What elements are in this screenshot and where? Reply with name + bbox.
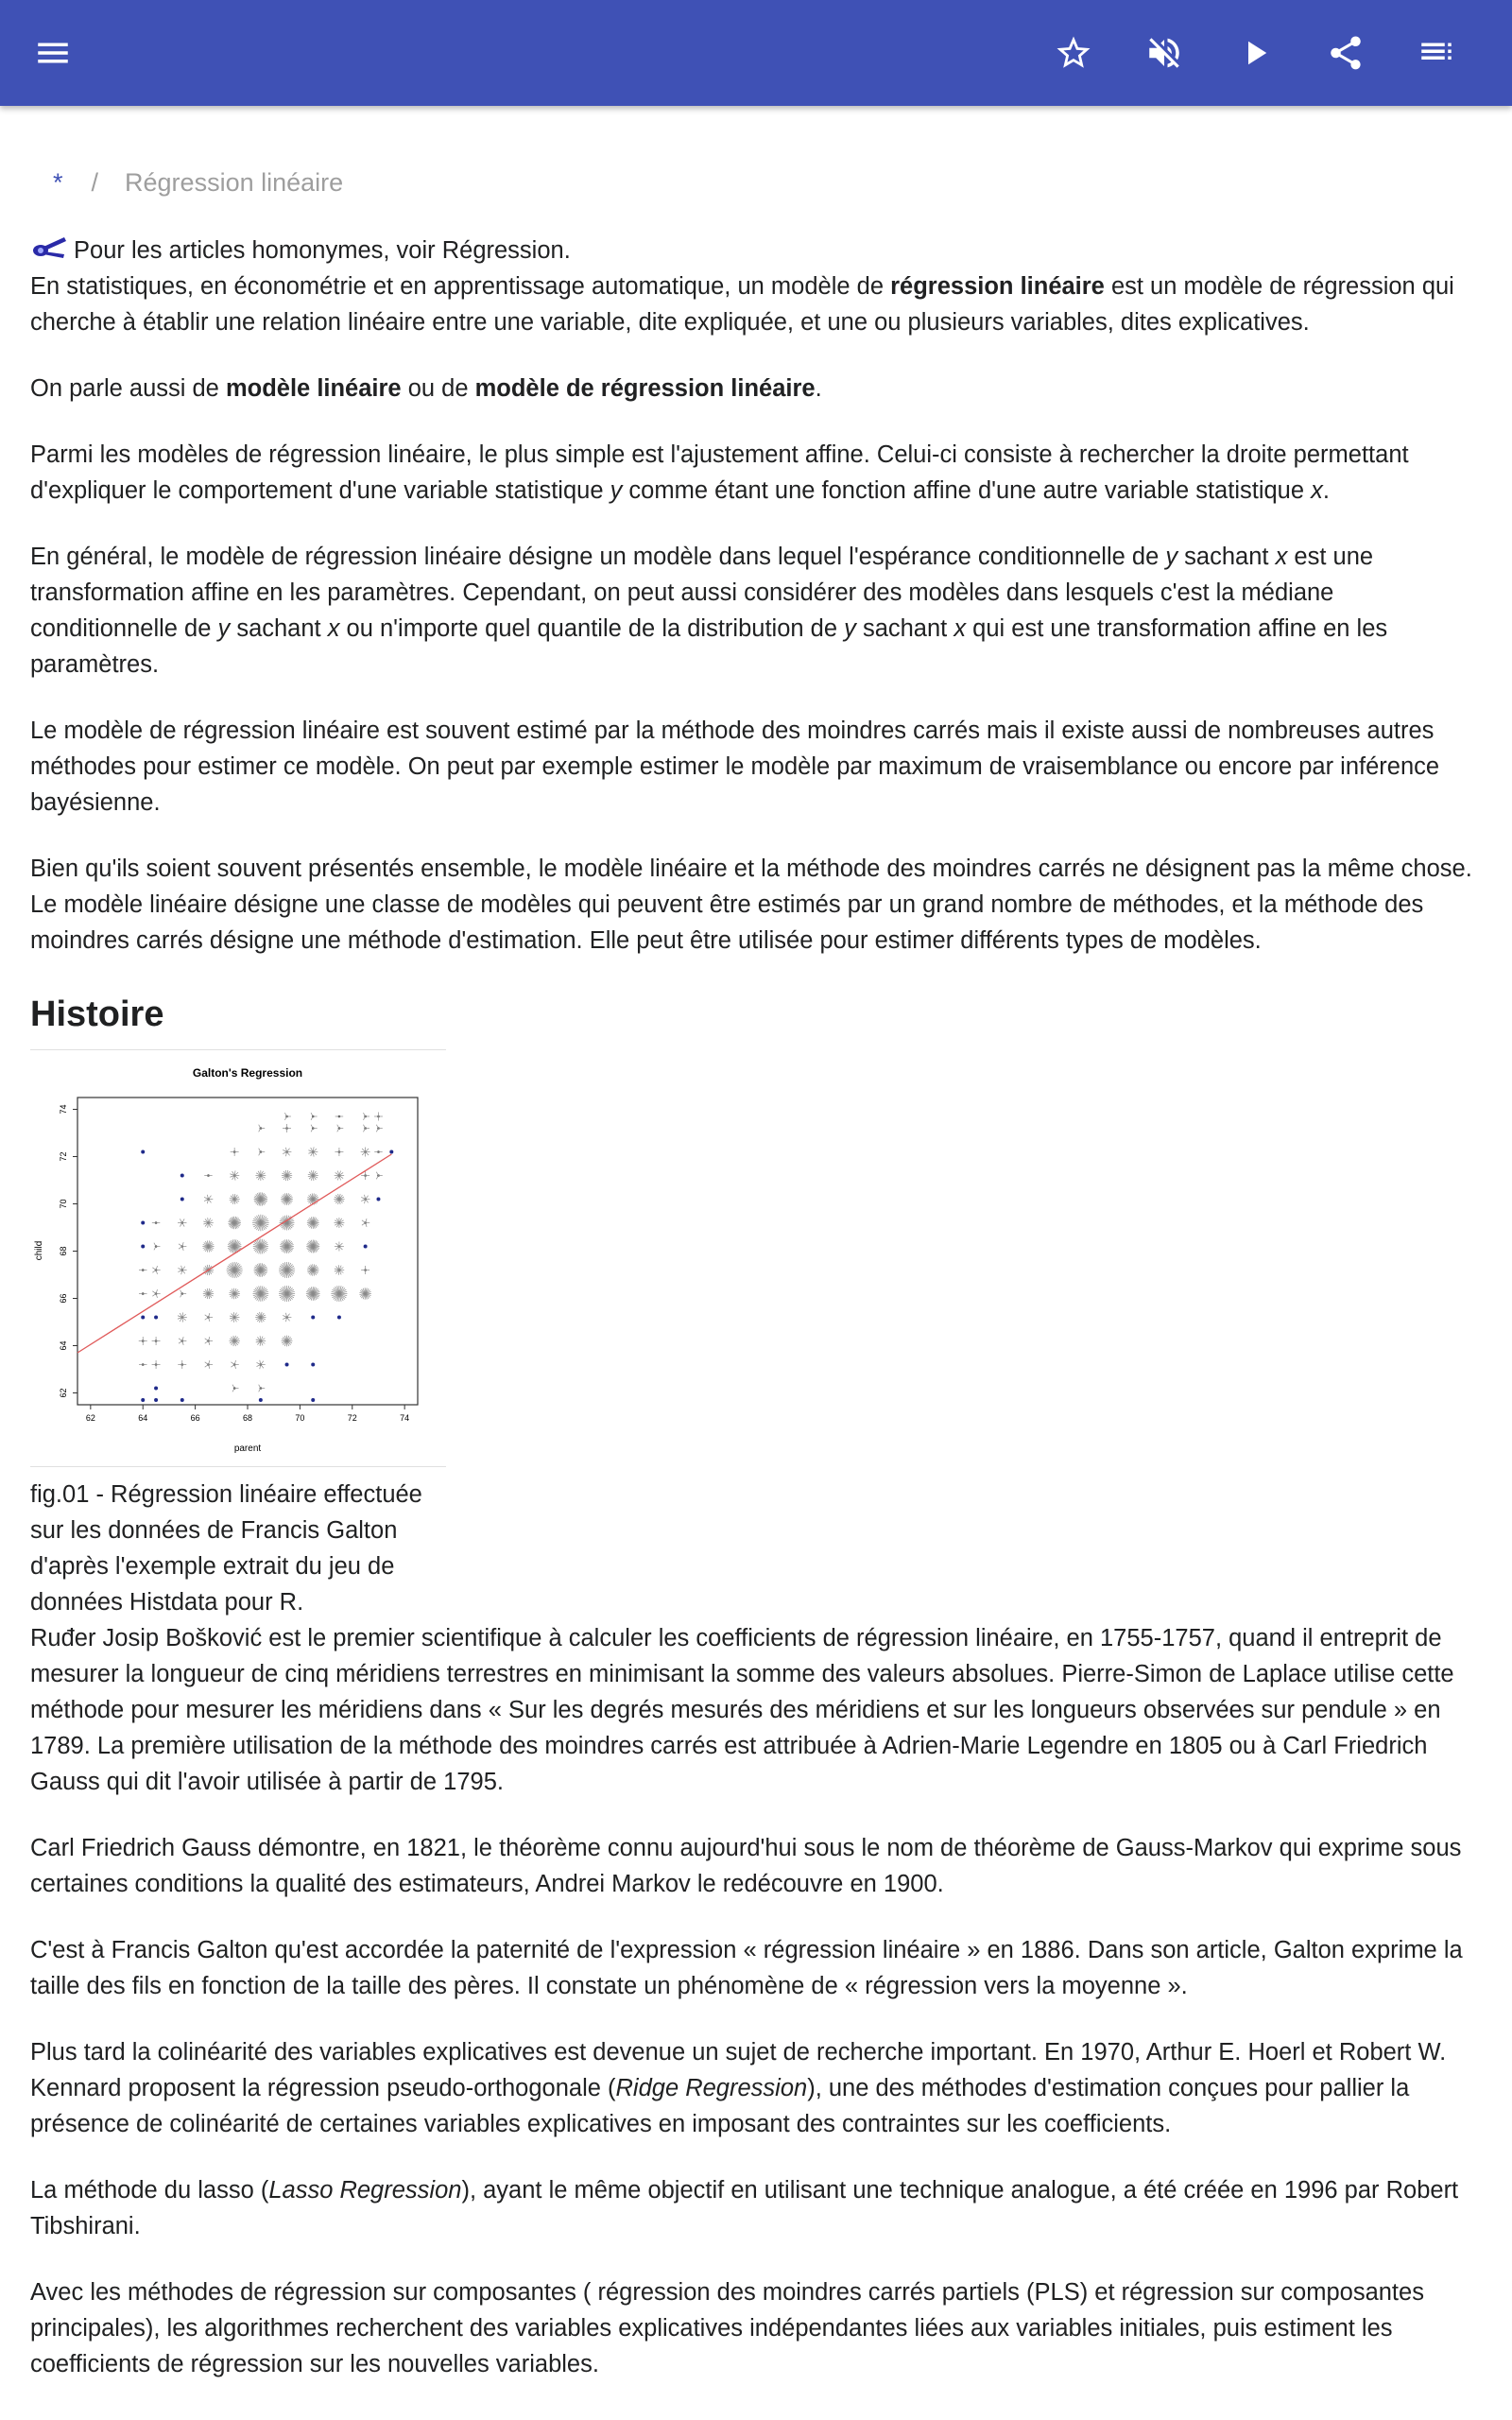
sunflower-point (254, 1192, 267, 1205)
text-run: ), ayant le même objectif en utilisant une technique analogue, a été créée en 1996 par Robert Tibshirani. (30, 2177, 1459, 2239)
text-run: ou n'importe quel quantile de la distribution de (339, 615, 845, 642)
intro-paragraph-4 (30, 539, 1482, 683)
sunflower-point (334, 1218, 344, 1228)
sunflower-point (152, 1221, 160, 1224)
sunflower-point (363, 1125, 369, 1132)
x-axis-label: parent (233, 1443, 262, 1454)
app-bar (0, 0, 1512, 106)
sunflower-point (389, 1150, 393, 1154)
sunflower-point (139, 1337, 147, 1345)
play-icon (1235, 33, 1275, 73)
term-modele-regression-lineaire: modèle de régression linéaire (474, 375, 816, 402)
text-run: sachant (230, 615, 328, 642)
history-paragraph-2: Carl Friedrich Gauss démontre, en 1821, le théorème connu aujourd'hui sous le nom de théorème de Gauss-Markov qui exprime sous certaines conditions la qualité des estimateurs, Andrei Markov le redécouvre en 1900. (30, 1835, 1462, 1897)
sunflower-point (154, 1387, 158, 1391)
term-lasso-regression: Lasso Regression (268, 2177, 462, 2204)
sunflower-point (230, 1170, 239, 1180)
term-modele-lineaire: modèle linéaire (225, 375, 402, 402)
x-tick-label: 66 (190, 1413, 200, 1423)
sunflower-point (282, 1336, 293, 1347)
y-tick-label: 66 (59, 1293, 68, 1304)
sunflower-point (180, 1174, 184, 1178)
sunflower-point (361, 1266, 369, 1274)
sunflower-point (279, 1286, 295, 1302)
hatnote-text[interactable]: Pour les articles homonymes, voir Régression. (74, 237, 571, 264)
sunflower-point (282, 1170, 292, 1181)
y-tick-label: 68 (59, 1246, 68, 1256)
text-run: Plus tard la colinéarité des variables explicatives est devenue un sujet de recherche important. En 1970, Arthur E. Hoerl et Robert W. Kennard proposent la régression pseudo-orthogonale ( (30, 2039, 1447, 2101)
math-var: y (610, 477, 623, 504)
sunflower-point (178, 1266, 186, 1274)
text-run: ), une des méthodes d'estimation conçues pour pallier la présence de colinéarité de certaines variables explicatives en imposant des contraintes sur les coefficients. (30, 2075, 1410, 2137)
sunflower-point (154, 1243, 161, 1251)
text-run: est un modèle de régression qui cherche à établir une relation linéaire entre une variable, dite expliquée, et une ou plusieurs variables, dites explicatives. (30, 273, 1454, 336)
term-regression-lineaire: régression linéaire (890, 273, 1105, 300)
sunflower-point (230, 1194, 240, 1204)
sunflower-point (203, 1218, 213, 1228)
history-paragraph-6: Avec les méthodes de régression sur composantes ( régression des moindres carrés partiels (PLS) et régression sur composantes principales), les algorithmes recherchent des variables explicatives indépendantes liées aux variables initiales, puis estiment les coefficients de régression sur les nouvelles variables. (30, 2279, 1424, 2377)
math-var: y (844, 615, 856, 642)
sunflower-point (141, 1398, 145, 1402)
sunflower-point (228, 1217, 240, 1229)
sunflower-point (279, 1262, 295, 1278)
article-content (30, 106, 1482, 2412)
chart-title: Galton's Regression (192, 1066, 303, 1080)
sunflower-point (376, 1125, 383, 1132)
sunflower-point (335, 1148, 343, 1156)
sunflower-point (308, 1170, 318, 1181)
sunflower-point (285, 1363, 289, 1367)
table-of-contents-button[interactable] (1410, 26, 1463, 79)
text-run: est une transformation affine en les paramètres. Cependant, on peut aussi considérer des modèles dans lesquels c'est la médiane conditionnelle de (30, 544, 1374, 642)
sunflower-point (180, 1290, 187, 1298)
sunflower-point (179, 1242, 186, 1251)
sunflower-point (334, 1194, 344, 1204)
sunflower-point (152, 1360, 161, 1369)
sunflower-point (361, 1148, 370, 1157)
section-heading-histoire: Histoire (30, 994, 164, 1034)
sunflower-point (376, 1198, 380, 1201)
sunflower-point (335, 1265, 344, 1275)
intro-paragraph-1 (30, 268, 1482, 340)
sunflower-point (337, 1316, 341, 1320)
sunflower-point (229, 1336, 239, 1346)
text-run: sachant (855, 615, 954, 642)
y-tick-label: 70 (59, 1199, 68, 1209)
text-run: . (815, 375, 822, 402)
sunflower-point (335, 1171, 344, 1181)
sunflower-point (229, 1288, 239, 1300)
sunflower-point (205, 1360, 213, 1369)
play-button[interactable] (1228, 26, 1281, 79)
sunflower-point (152, 1337, 161, 1345)
text-run: comme étant une fonction affine d'une autre variable statistique (622, 477, 1312, 504)
sunflower-point (231, 1360, 238, 1369)
sunflower-point (362, 1219, 369, 1227)
star-outline-icon (1054, 33, 1093, 73)
x-axis (86, 1405, 409, 1423)
sunflower-point (256, 1360, 265, 1369)
sunflower-point (180, 1398, 184, 1402)
sunflower-point (253, 1263, 267, 1277)
math-var: x (327, 615, 340, 642)
x-tick-label: 68 (242, 1413, 253, 1423)
x-tick-label: 64 (138, 1413, 148, 1423)
breadcrumb (30, 168, 1482, 206)
x-tick-label: 72 (347, 1413, 357, 1423)
sunflower-point (335, 1242, 344, 1252)
intro-paragraph-5: Le modèle de régression linéaire est souvent estimé par la méthode des moindres carrés mais il existe aussi de nombreuses autres méthodes pour estimer ce modèle. On peut par exemple estimer le modèle par maximum de vraisemblance ou encore par inférence bayésienne. (30, 717, 1440, 816)
figure-galton (30, 1049, 446, 1620)
text-run: En statistiques, en économétrie et en apprentissage automatique, un modèle de (30, 273, 891, 300)
history-paragraph-1: Ruđer Josip Bošković est le premier scientifique à calculer les coefficients de régression linéaire, en 1755-1757, quand il entreprit de mesurer la longueur de cinq méridiens terrestres en minimisant la somme des valeurs absolues. Pierre-Simon de Laplace utilise cette méthode pour mesurer les méridiens dans « Sur les degrés mesurés des méridiens et sur les longueurs observées sur pendule » en 1789. La première utilisation de la méthode des moindres carrés est attribuée à Adrien-Marie Legendre en 1805 ou à Carl Friedrich Gauss qui dit l'avoir utilisée à partir de 1795. (30, 1625, 1454, 1795)
sunflower-point (154, 1316, 158, 1320)
share-icon (1326, 33, 1366, 73)
sunflower-point (311, 1398, 315, 1402)
sunflower-point (311, 1125, 318, 1132)
sunflower-point (284, 1113, 291, 1120)
sunflower-point (180, 1198, 184, 1201)
disambiguation-icon (30, 233, 68, 262)
plot-frame (77, 1098, 418, 1405)
sunflower-point (280, 1239, 294, 1253)
sunflower-point (307, 1264, 318, 1276)
sunflower-point (359, 1288, 370, 1300)
y-tick-label: 72 (59, 1151, 68, 1162)
sunflower-point (253, 1286, 269, 1302)
galton-regression-chart (30, 1050, 446, 1466)
sunflower-point (331, 1286, 347, 1302)
text-run: ou de (401, 375, 475, 402)
sunflower-point (311, 1113, 318, 1120)
sunflower-point (230, 1312, 239, 1322)
sunflower-point (307, 1217, 319, 1229)
sunflower-point (139, 1292, 146, 1295)
sunflower-point (306, 1287, 320, 1301)
sunflower-point (308, 1147, 318, 1156)
sunflower-point (205, 1337, 213, 1345)
text-run: qui est une transformation affine en les paramètres. (30, 615, 1388, 678)
text-run: . (1322, 477, 1330, 504)
sunflower-point (154, 1398, 158, 1402)
volume-off-icon (1144, 33, 1184, 73)
sunflower-point (361, 1195, 369, 1203)
history-paragraph-3: C'est à Francis Galton qu'est accordée la paternité de l'expression « régression linéaire » en 1886. Dans son article, Galton exprime la taille des fils en fonction de la taille des pères. Il constate un phénomène de « régression vers la moyenne ». (30, 1937, 1463, 1999)
math-var: x (1275, 544, 1288, 570)
sunflower-point (253, 1238, 268, 1253)
sunflower-point (363, 1113, 369, 1120)
sunflower-point (374, 1113, 383, 1121)
sunflower-point (179, 1337, 186, 1345)
y-axis-label: child (34, 1240, 44, 1261)
history-paragraph-4 (30, 2034, 1482, 2142)
sunflower-point (259, 1149, 266, 1156)
sunflower-point (141, 1221, 145, 1225)
sunflower-point (364, 1245, 368, 1249)
text-run: On parle aussi de (30, 375, 226, 402)
menu-button[interactable] (26, 26, 79, 79)
sunflower-point (178, 1312, 187, 1322)
hatnote (30, 233, 1482, 268)
sunflower-point (283, 1124, 291, 1132)
history-paragraph-5 (30, 2172, 1482, 2244)
sunflower-point (376, 1172, 383, 1180)
sunflower-point (141, 1245, 145, 1249)
sunflower-point (337, 1125, 344, 1132)
mute-button[interactable] (1138, 26, 1191, 79)
intro-paragraph-3 (30, 437, 1482, 509)
y-tick-label: 62 (59, 1388, 68, 1398)
regression-line (77, 1154, 391, 1353)
sunflower-point (203, 1288, 214, 1299)
text-run: La méthode du lasso ( (30, 2177, 269, 2204)
sunflower-point (141, 1316, 145, 1320)
sunflower-point (374, 1150, 382, 1153)
sunflower-point (252, 1215, 269, 1232)
math-var: y (217, 615, 231, 642)
sunflower-point (311, 1363, 315, 1367)
sunflower-point (259, 1125, 266, 1132)
y-tick-label: 64 (59, 1340, 68, 1351)
sunflower-point (283, 1148, 291, 1156)
figure-caption: fig.01 - Régression linéaire effectuée sur les données de Francis Galton d'après l'exemple extrait du jeu de données Histdata pour R. (30, 1481, 422, 1616)
text-run: sachant (1177, 544, 1276, 570)
y-axis (59, 1104, 77, 1397)
sunflower-point (178, 1219, 186, 1226)
data-points (139, 1113, 394, 1402)
sunflower-point (259, 1385, 266, 1392)
sunflower-point (204, 1174, 212, 1177)
sunflower-point (283, 1313, 291, 1322)
sunflower-point (152, 1289, 160, 1298)
sunflower-point (139, 1363, 146, 1366)
share-button[interactable] (1319, 26, 1372, 79)
breadcrumb-current: Régression linéaire (125, 168, 344, 197)
sunflower-point (227, 1262, 243, 1278)
intro-paragraph-6: Bien qu'ils soient souvent présentés ensemble, le modèle linéaire et la méthode des moindres carrés ne désignent pas la même chose. Le modèle linéaire désigne une classe de modèles qui peuvent être estimés par un grand nombre de méthodes, et la méthode des moindres carrés désigne une méthode d'estimation. Elle peut être utilisée pour estimer différents types de modèles. (30, 856, 1472, 954)
x-tick-label: 70 (295, 1413, 305, 1423)
sunflower-point (232, 1385, 239, 1392)
sunflower-point (281, 1193, 293, 1205)
sunflower-point (139, 1269, 146, 1271)
math-var: x (954, 615, 967, 642)
sunflower-point (255, 1170, 266, 1181)
menu-icon (33, 33, 73, 73)
breadcrumb-separator: / (91, 168, 99, 197)
sunflower-point (335, 1115, 343, 1118)
favorite-button[interactable] (1047, 26, 1100, 79)
figure-image[interactable] (30, 1049, 446, 1467)
breadcrumb-home-link[interactable]: * (53, 168, 63, 197)
y-tick-label: 74 (59, 1104, 68, 1115)
text-run: En général, le modèle de régression linéaire désigne un modèle dans lequel l'espérance conditionnelle de (30, 544, 1166, 570)
term-ridge-regression: Ridge Regression (615, 2075, 808, 2101)
list-icon (1417, 33, 1456, 73)
text-run: Parmi les modèles de régression linéaire, le plus simple est l'ajustement affine. Celui-ci consiste à rechercher la droite permettant d'expliquer le comportement d'une variable statistique (30, 441, 1409, 504)
sunflower-point (256, 1336, 266, 1346)
sunflower-point (202, 1240, 214, 1252)
x-tick-label: 74 (400, 1413, 410, 1423)
intro-paragraph-2 (30, 371, 1482, 406)
sunflower-point (255, 1312, 266, 1322)
x-tick-label: 62 (85, 1413, 95, 1423)
sunflower-point (141, 1150, 145, 1154)
math-var: y (1165, 544, 1178, 570)
sunflower-point (152, 1266, 160, 1274)
sunflower-point (311, 1316, 315, 1320)
sunflower-point (259, 1398, 263, 1402)
math-var: x (1311, 477, 1323, 504)
sunflower-point (204, 1195, 213, 1203)
sunflower-point (231, 1148, 239, 1156)
sunflower-point (228, 1239, 242, 1253)
sunflower-point (178, 1360, 186, 1369)
sunflower-point (306, 1240, 319, 1253)
sunflower-point (205, 1313, 213, 1322)
